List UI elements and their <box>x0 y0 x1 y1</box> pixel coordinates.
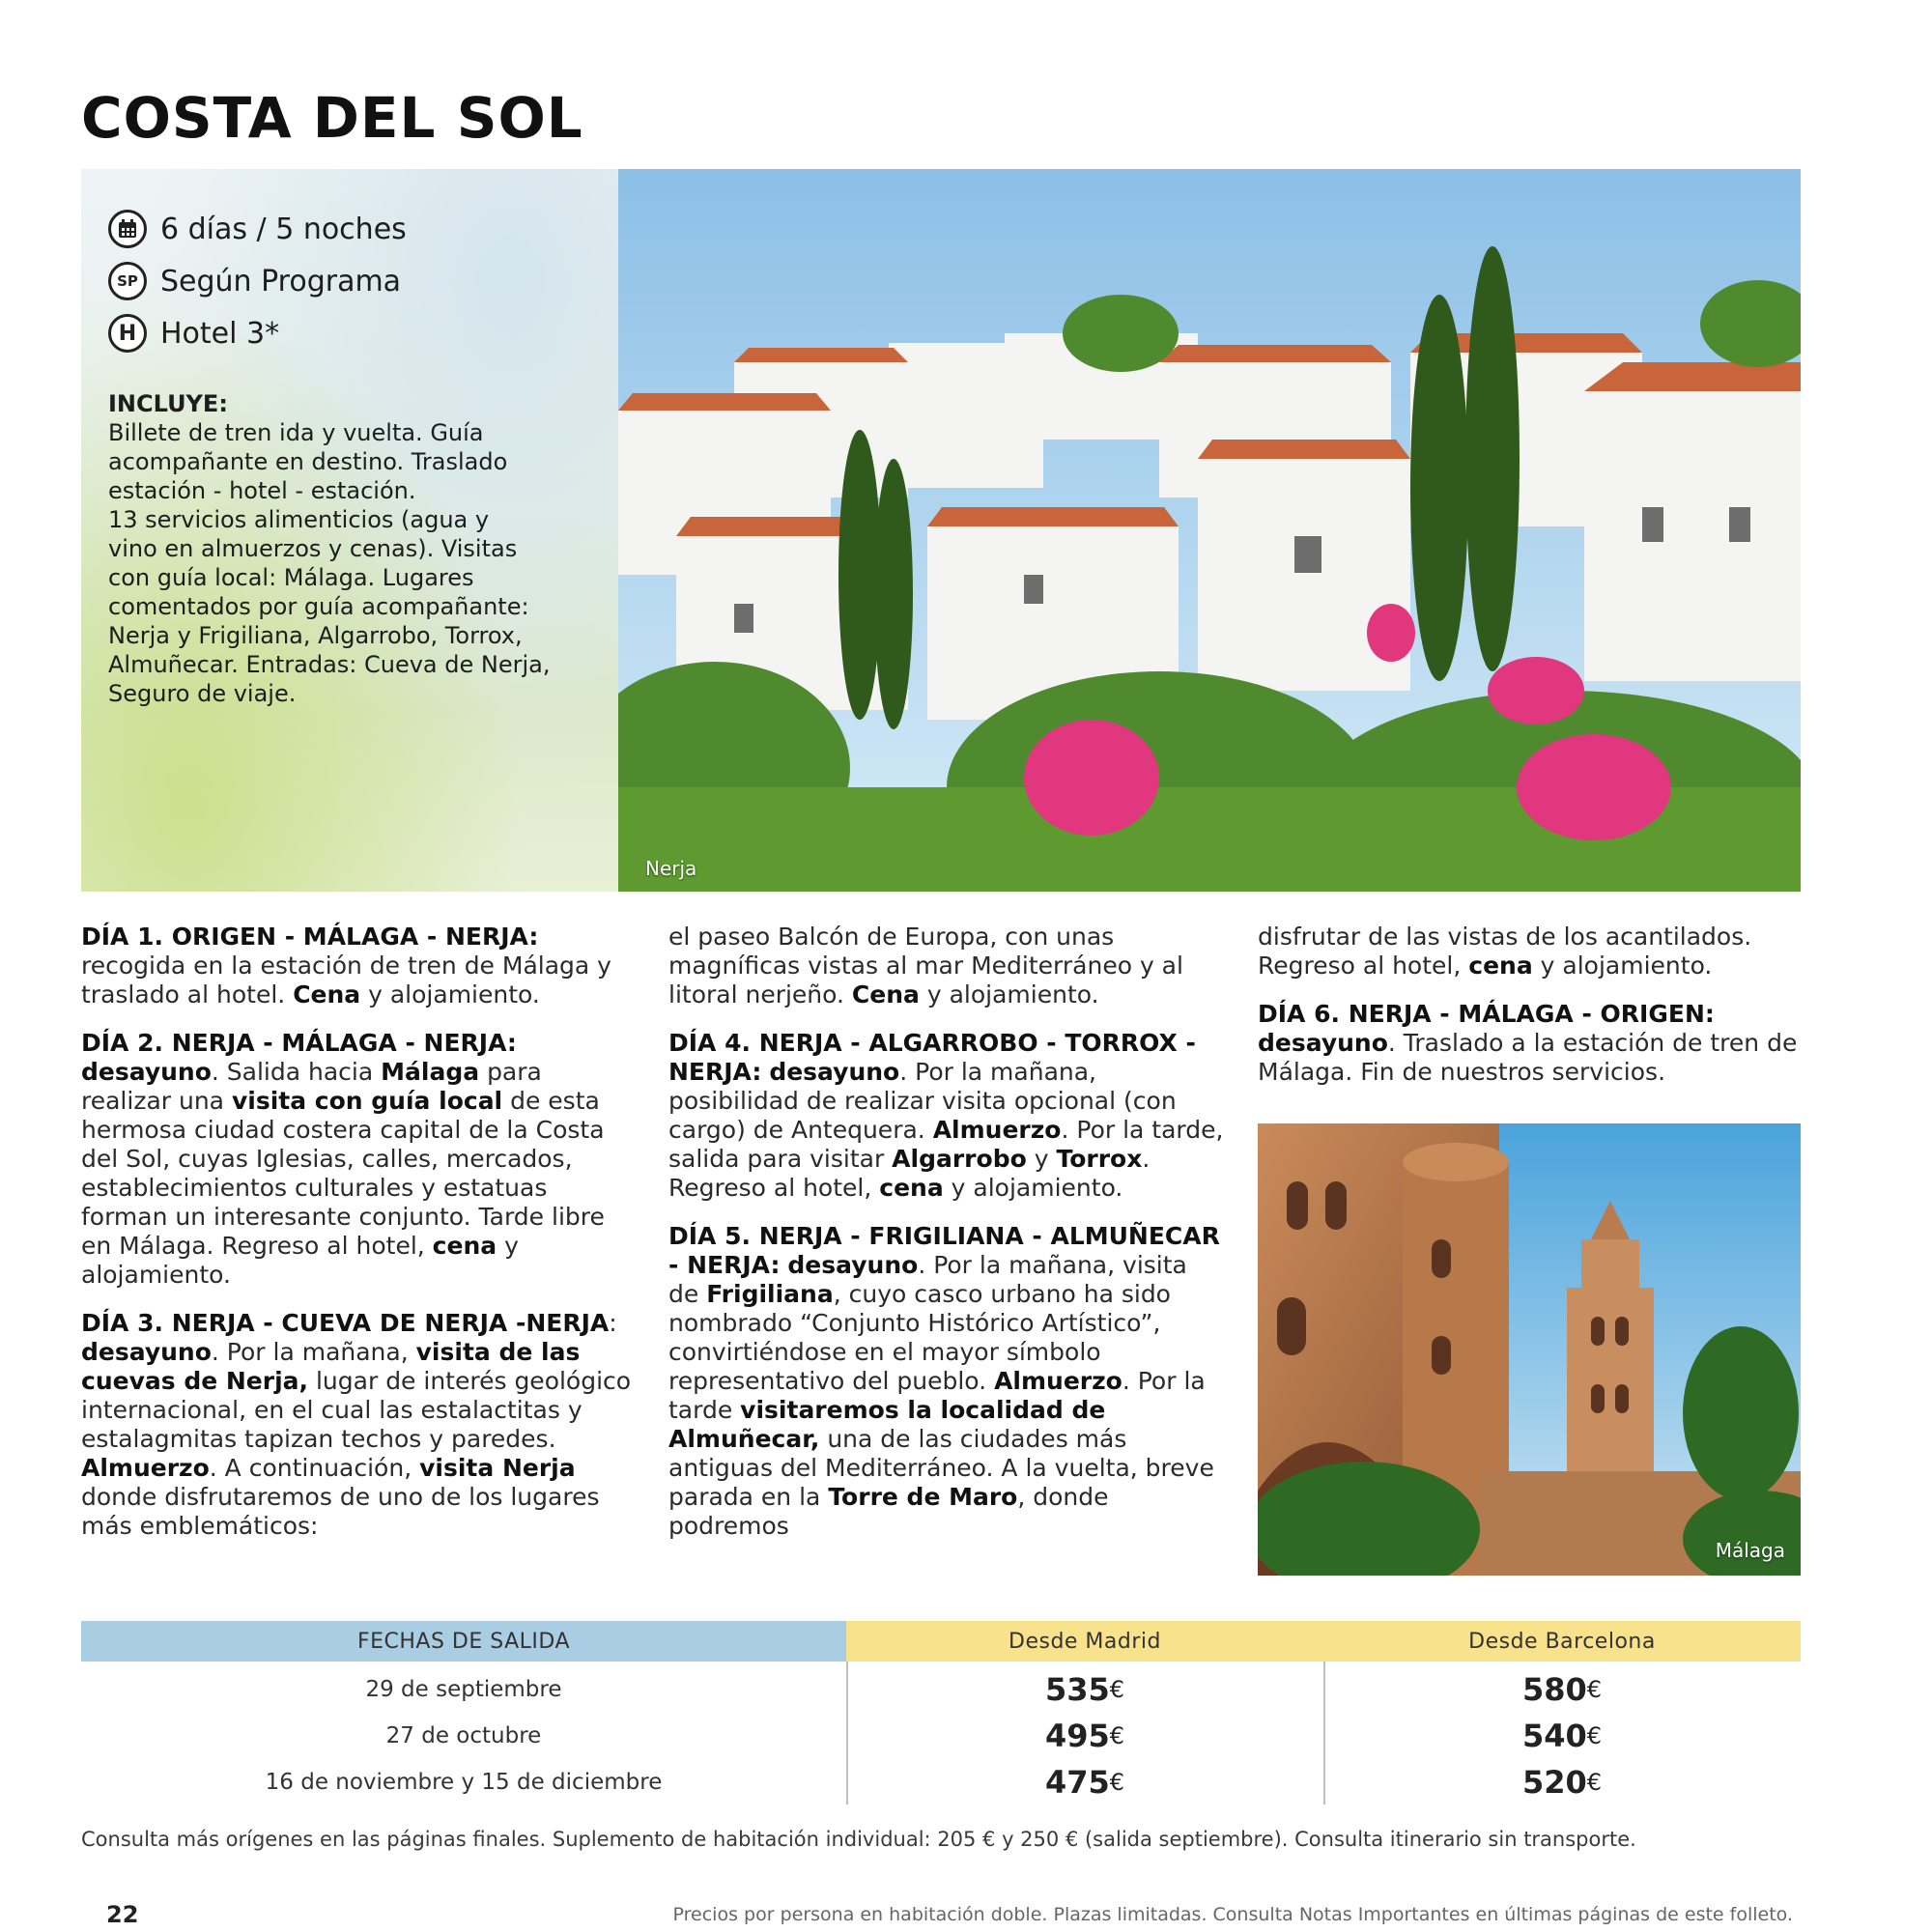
nerja-illustration <box>618 169 1801 892</box>
price-madrid <box>846 1713 1323 1759</box>
nerja-photo <box>618 169 1801 892</box>
currency: € <box>1109 1722 1125 1749</box>
day-1-text: recogida en la estación de tren de Málaga y traslado al hotel. <box>81 952 611 1009</box>
day-4-bold: desayuno <box>769 1058 900 1086</box>
incluye-line: 13 servicios alimenticios (agua y <box>108 506 490 533</box>
day-6-title: DÍA 6. NERJA - MÁLAGA - ORIGEN: <box>1258 1000 1715 1028</box>
price-value: 520 <box>1521 1764 1587 1801</box>
program-row <box>108 262 401 300</box>
malaga-photo <box>1258 1123 1801 1576</box>
day-3 <box>81 1309 637 1541</box>
day-2-text: . Salida hacia <box>211 1058 374 1086</box>
duration-text: 6 días / 5 noches <box>160 212 407 246</box>
day-3-bold: visita Nerja <box>419 1454 576 1482</box>
departure-date: 27 de octubre <box>385 1723 542 1748</box>
hotel-text: Hotel 3* <box>160 316 280 351</box>
day-2-title: DÍA 2. NERJA - MÁLAGA - NERJA: <box>81 1029 517 1057</box>
incluye-line: comentados por guía acompañante: <box>108 593 529 620</box>
madrid-header: Desde Madrid <box>846 1621 1323 1662</box>
day-3-title: DÍA 3. NERJA - CUEVA DE NERJA -NERJA <box>81 1309 610 1337</box>
day-2-bold: Málaga <box>381 1058 480 1086</box>
day-5-text: . Por la mañana, visita de <box>668 1251 1187 1308</box>
day-5-text: y alojamiento. <box>1540 952 1713 980</box>
day-3-bold: Cena <box>851 980 920 1009</box>
day-4-text: . Por la mañana, posibilidad de realizar visita opcional (con cargo) de Antequera. <box>668 1058 1177 1144</box>
malaga-illustration <box>1258 1123 1801 1576</box>
day-3-bold: desayuno <box>81 1338 212 1366</box>
day-4-bold: Torrox <box>1056 1145 1143 1173</box>
day-4-bold: Algarrobo <box>892 1145 1027 1173</box>
day-5 <box>668 1222 1224 1541</box>
day-5-title: DÍA 5. NERJA - FRIGILIANA - ALMUÑECAR - NERJA: <box>668 1222 1220 1279</box>
currency: € <box>1109 1769 1125 1796</box>
day-5-bold: Almuerzo <box>994 1367 1122 1395</box>
info-panel <box>81 169 618 892</box>
day-2-bold: cena <box>432 1232 497 1260</box>
calendar-icon <box>108 210 147 248</box>
day-4-bold: Almuerzo <box>932 1116 1062 1144</box>
day-3-bold: Almuerzo <box>81 1454 210 1482</box>
price-value: 475 <box>1044 1764 1110 1801</box>
footnote: Consulta más orígenes en las páginas finales. Suplemento de habitación individual: 205 € y 250 € (salida septiembre). Consulta itinerario sin transporte. <box>81 1828 1636 1851</box>
day-5-continued <box>1258 923 1801 980</box>
price-barcelona <box>1323 1713 1801 1759</box>
hotel-row <box>108 314 279 353</box>
price-madrid <box>846 1759 1323 1805</box>
itinerary-column-3 <box>1258 923 1801 1106</box>
day-5-text: disfrutar de las vistas de los acantilados. Regreso al hotel, <box>1258 923 1752 980</box>
malaga-caption: Málaga <box>1715 1539 1785 1562</box>
currency: € <box>1109 1676 1125 1703</box>
day-3-text: el paseo Balcón de Europa, con unas magníficas vistas al mar Mediterráneo y al litoral nerjeño. <box>668 923 1183 1009</box>
currency: € <box>1586 1676 1603 1703</box>
disclaimer: Precios por persona en habitación doble. Plazas limitadas. Consulta Notas Importantes en últimas páginas de este folleto. <box>672 1904 1793 1925</box>
day-3-text: y alojamiento. <box>926 980 1099 1009</box>
sp-icon: SP <box>108 262 147 300</box>
day-6-text: . Traslado a la estación de tren de Málaga. Fin de nuestros servicios. <box>1258 1029 1798 1086</box>
price-value: 535 <box>1044 1671 1110 1708</box>
day-5-text: , cuyo casco urbano ha sido nombrado “Conjunto Histórico Artístico”, convirtiéndose en el mayor símbolo representativo del pueblo. <box>668 1280 1171 1395</box>
day-1-bold: Cena <box>293 980 361 1009</box>
price-value: 580 <box>1521 1671 1587 1708</box>
day-5-bold: cena <box>1468 952 1533 980</box>
day-6 <box>1258 1000 1801 1087</box>
day-3-text: donde disfrutaremos de uno de los lugares más emblemáticos: <box>81 1483 600 1540</box>
price-madrid <box>846 1666 1323 1713</box>
day-3-text: : <box>609 1309 617 1337</box>
day-3-text: . A continuación, <box>209 1454 412 1482</box>
incluye-line: vino en almuerzos y cenas). Visitas <box>108 535 518 562</box>
dates-header: FECHAS DE SALIDA <box>81 1621 846 1662</box>
day-3-text: . Por la mañana, <box>211 1338 409 1366</box>
day-5-bold: Torre de Maro <box>828 1483 1018 1511</box>
itinerary-column-1 <box>81 923 637 1560</box>
day-4-text: . Por la tarde, salida para visitar <box>668 1116 1224 1173</box>
day-2-bold: visita con guía local <box>231 1087 503 1115</box>
day-1 <box>81 923 637 1009</box>
day-6-bold: desayuno <box>1258 1029 1388 1057</box>
day-2 <box>81 1029 637 1290</box>
day-4 <box>668 1029 1224 1203</box>
day-1-text: y alojamiento. <box>368 980 540 1009</box>
incluye-line: con guía local: Málaga. Lugares <box>108 564 474 591</box>
day-4-text: y alojamiento. <box>951 1174 1123 1202</box>
day-4-text: . Regreso al hotel, <box>668 1145 1151 1202</box>
day-5-bold: Frigiliana <box>706 1280 834 1308</box>
currency: € <box>1586 1722 1603 1749</box>
page-number: 22 <box>106 1901 139 1928</box>
day-3-bold: visita de las cuevas de Nerja, <box>81 1338 581 1395</box>
incluye-line: Seguro de viaje. <box>108 680 297 707</box>
departure-date: 29 de septiembre <box>365 1677 562 1702</box>
incluye-line: acompañante en destino. Traslado <box>108 448 508 475</box>
day-4-text: y <box>1034 1145 1049 1173</box>
day-5-bold: desayuno <box>787 1251 919 1279</box>
price-value: 540 <box>1521 1718 1587 1754</box>
price-value: 495 <box>1044 1718 1110 1754</box>
incluye-heading: INCLUYE: <box>108 390 228 417</box>
day-4-title: DÍA 4. NERJA - ALGARROBO - TORROX - NERJA: <box>668 1029 1196 1086</box>
duration-row <box>108 210 407 248</box>
day-2-text: para realizar una <box>81 1058 542 1115</box>
nerja-caption: Nerja <box>645 857 697 880</box>
incluye-line: Almuñecar. Entradas: Cueva de Nerja, <box>108 651 551 678</box>
day-2-text: de esta hermosa ciudad costera capital de la Costa del Sol, cuyas Iglesias, calles, mercados, establecimientos culturales y estatuas forman un interesante conjunto. Tarde libre en Málaga. Regreso al hotel, <box>81 1087 605 1260</box>
incluye-block <box>108 389 601 708</box>
price-table <box>81 1621 1801 1806</box>
barcelona-header: Desde Barcelona <box>1323 1621 1801 1662</box>
price-barcelona <box>1323 1666 1801 1713</box>
day-5-text: una de las ciudades más antiguas del Mediterráneo. A la vuelta, breve parada en la <box>668 1425 1214 1511</box>
day-4-bold: cena <box>879 1174 944 1202</box>
incluye-line: Nerja y Frigiliana, Algarrobo, Torrox, <box>108 622 523 649</box>
price-barcelona <box>1323 1759 1801 1805</box>
day-3-continued <box>668 923 1224 1009</box>
day-5-text: , donde podremos <box>668 1483 1109 1540</box>
incluye-line: Billete de tren ida y vuelta. Guía <box>108 419 484 446</box>
day-5-bold: visitaremos la localidad de Almuñecar, <box>668 1396 1106 1453</box>
currency: € <box>1586 1769 1603 1796</box>
departure-date: 16 de noviembre y 15 de diciembre <box>265 1770 663 1795</box>
program-text: Según Programa <box>160 264 402 298</box>
day-2-bold: desayuno <box>81 1058 212 1086</box>
day-1-title: DÍA 1. ORIGEN - MÁLAGA - NERJA: <box>81 923 539 951</box>
day-5-text: . Por la tarde <box>668 1367 1206 1424</box>
page-title: COSTA DEL SOL <box>81 85 583 151</box>
incluye-line: estación - hotel - estación. <box>108 477 416 504</box>
itinerary-column-2 <box>668 923 1224 1560</box>
day-3-text: lugar de interés geológico internacional, en el cual las estalactitas y estalagmitas tapizan techos y paredes. <box>81 1367 632 1453</box>
day-2-text: y alojamiento. <box>81 1232 519 1289</box>
hotel-icon: H <box>108 314 147 353</box>
